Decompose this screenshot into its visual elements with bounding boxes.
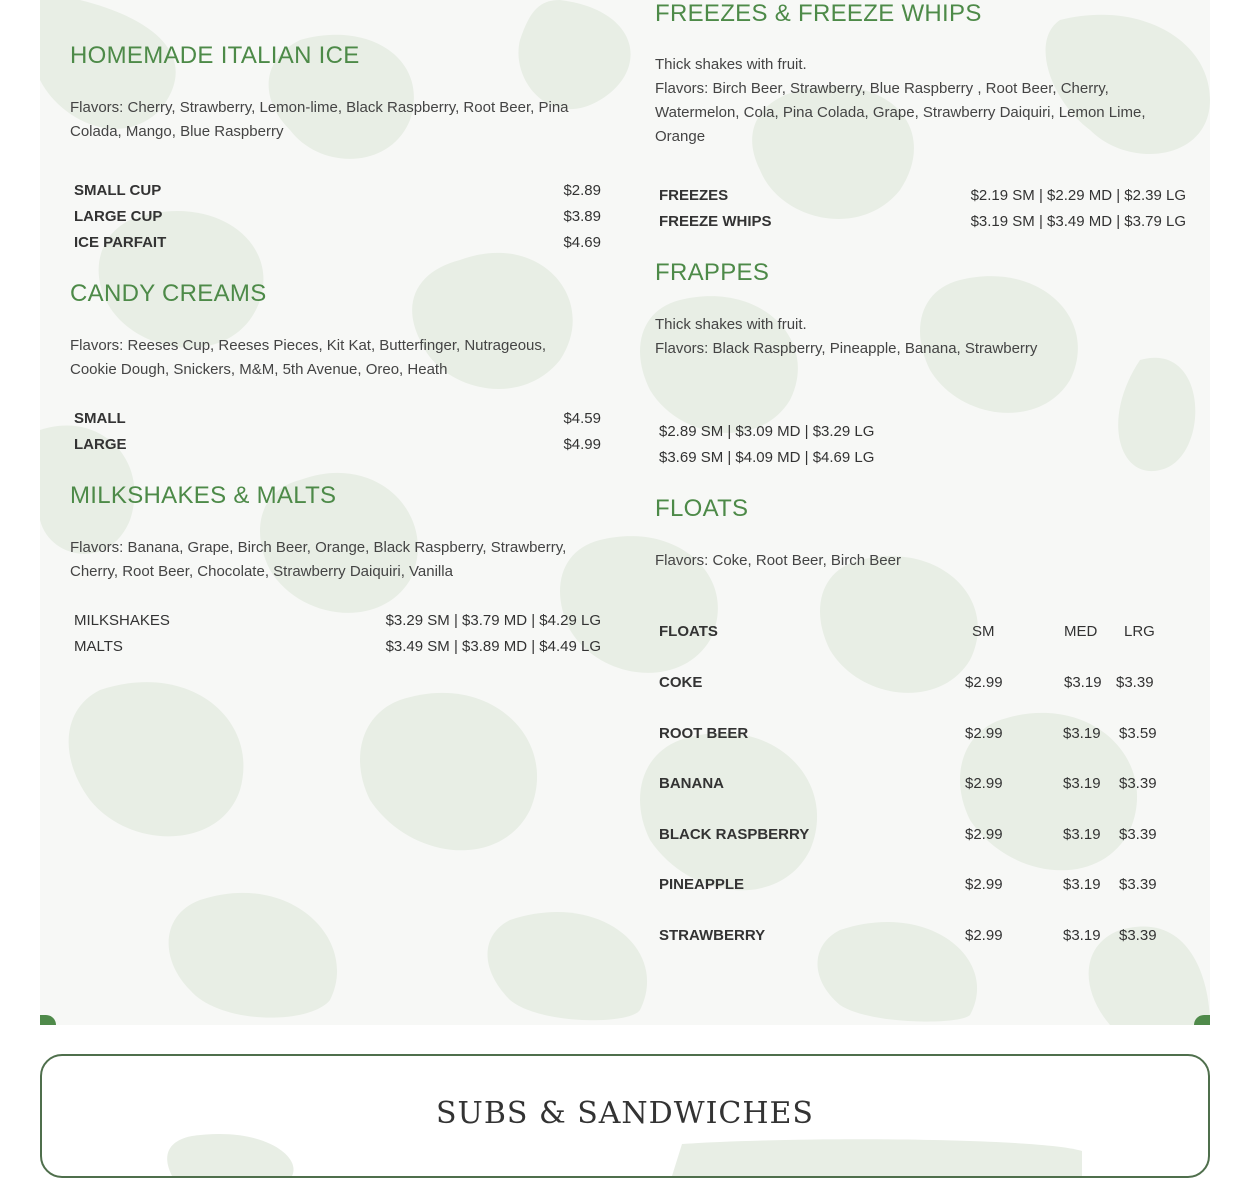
- menu-row: [74, 633, 601, 659]
- candy-creams-flavors: Flavors: Reeses Cup, Reeses Pieces, Kit Kat, Butterfinger, Nutrageous, Cookie Dough, Snickers, M&M, 5th Avenue, Oreo, Heath: [70, 337, 547, 378]
- menu-row: [74, 203, 601, 229]
- item-name: BLACK RASPBERRY: [659, 826, 810, 843]
- menu-row: [659, 208, 1186, 234]
- item-name: MALTS: [74, 637, 123, 655]
- freezes-description: Thick shakes with fruit.: [655, 56, 807, 73]
- table-row: [659, 822, 1179, 848]
- price-med: $3.19: [1063, 775, 1101, 792]
- price-med: $3.19: [1063, 876, 1101, 893]
- price-lrg: $3.39: [1119, 876, 1157, 893]
- price-lrg: $3.39: [1119, 826, 1157, 843]
- item-price: $2.89: [563, 181, 601, 199]
- price-med: $3.19: [1064, 674, 1102, 691]
- price-med: $3.19: [1063, 725, 1101, 742]
- table-row: [659, 670, 1179, 696]
- item-price: $3.49 SM | $3.89 MD | $4.49 LG: [385, 637, 601, 655]
- floats-heading: FLOATS: [655, 495, 749, 522]
- item-name: SMALL CUP: [74, 181, 162, 199]
- item-name: MILKSHAKES: [74, 611, 170, 629]
- column-header: FLOATS: [659, 623, 718, 640]
- menu-panel: [40, 0, 1210, 1025]
- frappes-heading: FRAPPES: [655, 259, 770, 286]
- freezes-flavors: Flavors: Birch Beer, Strawberry, Blue Raspberry , Root Beer, Cherry, Watermelon, Cola, Pina Colada, Grape, Strawberry Daiquiri, Lemon Lime, Orange: [655, 80, 1146, 145]
- item-name: BANANA: [659, 775, 724, 792]
- table-row: [659, 923, 1179, 949]
- item-name: COKE: [659, 674, 703, 691]
- column-header: MED: [1064, 623, 1098, 640]
- item-name: SMALL: [74, 409, 126, 427]
- price-sm: $2.99: [965, 725, 1003, 742]
- item-price: $4.99: [563, 435, 601, 453]
- floats-flavors: Flavors: Coke, Root Beer, Birch Beer: [655, 552, 901, 569]
- subs-heading: SUBS & SANDWICHES: [436, 1096, 814, 1131]
- price-sm: $2.99: [965, 775, 1003, 792]
- item-name: FREEZES: [659, 186, 729, 204]
- item-price: $4.69: [563, 233, 601, 251]
- column-header: SM: [972, 623, 995, 640]
- item-price: $2.19 SM | $2.29 MD | $2.39 LG: [970, 186, 1186, 204]
- panel-corner-right: [1194, 1015, 1210, 1025]
- table-row: [659, 771, 1179, 797]
- item-price: $2.89 SM | $3.09 MD | $3.29 LG: [659, 422, 875, 440]
- item-name: ROOT BEER: [659, 725, 749, 742]
- price-lrg: $3.59: [1119, 725, 1157, 742]
- menu-row: [659, 444, 1186, 470]
- frappes-flavors: Flavors: Black Raspberry, Pineapple, Banana, Strawberry: [655, 340, 1038, 357]
- table-row: [659, 721, 1179, 747]
- item-name: PINEAPPLE: [659, 876, 745, 893]
- item-price: $3.19 SM | $3.49 MD | $3.79 LG: [970, 212, 1186, 230]
- menu-row: [74, 405, 601, 431]
- price-lrg: $3.39: [1119, 775, 1157, 792]
- milkshakes-heading: MILKSHAKES & MALTS: [70, 482, 337, 509]
- price-lrg: $3.39: [1116, 674, 1154, 691]
- menu-row: [74, 229, 601, 255]
- price-sm: $2.99: [965, 826, 1003, 843]
- menu-row: [74, 177, 601, 203]
- item-price: $4.59: [563, 409, 601, 427]
- milkshakes-flavors: Flavors: Banana, Grape, Birch Beer, Orange, Black Raspberry, Strawberry, Cherry, Root Beer, Chocolate, Strawberry Daiquiri, Vanilla: [70, 539, 567, 580]
- item-name: STRAWBERRY: [659, 927, 766, 944]
- menu-row: [74, 607, 601, 633]
- item-price: $3.69 SM | $4.09 MD | $4.69 LG: [659, 448, 875, 466]
- price-med: $3.19: [1063, 826, 1101, 843]
- menu-row: [659, 418, 1186, 444]
- subs-section-card: [40, 1054, 1210, 1178]
- freezes-heading: FREEZES & FREEZE WHIPS: [655, 0, 982, 27]
- price-med: $3.19: [1063, 927, 1101, 944]
- menu-row: [74, 431, 601, 457]
- price-sm: $2.99: [965, 674, 1003, 691]
- table-row: [659, 872, 1179, 898]
- price-sm: $2.99: [965, 927, 1003, 944]
- price-lrg: $3.39: [1119, 927, 1157, 944]
- item-price: $3.89: [563, 207, 601, 225]
- italian-ice-heading: HOMEMADE ITALIAN ICE: [70, 42, 360, 69]
- candy-creams-heading: CANDY CREAMS: [70, 280, 267, 307]
- item-name: LARGE CUP: [74, 207, 163, 225]
- item-name: ICE PARFAIT: [74, 233, 167, 251]
- frappes-description: Thick shakes with fruit.: [655, 316, 807, 333]
- floats-table-header: [659, 619, 1179, 645]
- item-price: $3.29 SM | $3.79 MD | $4.29 LG: [385, 611, 601, 629]
- menu-row: [659, 182, 1186, 208]
- item-name: FREEZE WHIPS: [659, 212, 772, 230]
- price-sm: $2.99: [965, 876, 1003, 893]
- column-header: LRG: [1124, 623, 1155, 640]
- italian-ice-flavors: Flavors: Cherry, Strawberry, Lemon-lime, Black Raspberry, Root Beer, Pina Colada, Mango, Blue Raspberry: [70, 99, 569, 140]
- item-name: LARGE: [74, 435, 127, 453]
